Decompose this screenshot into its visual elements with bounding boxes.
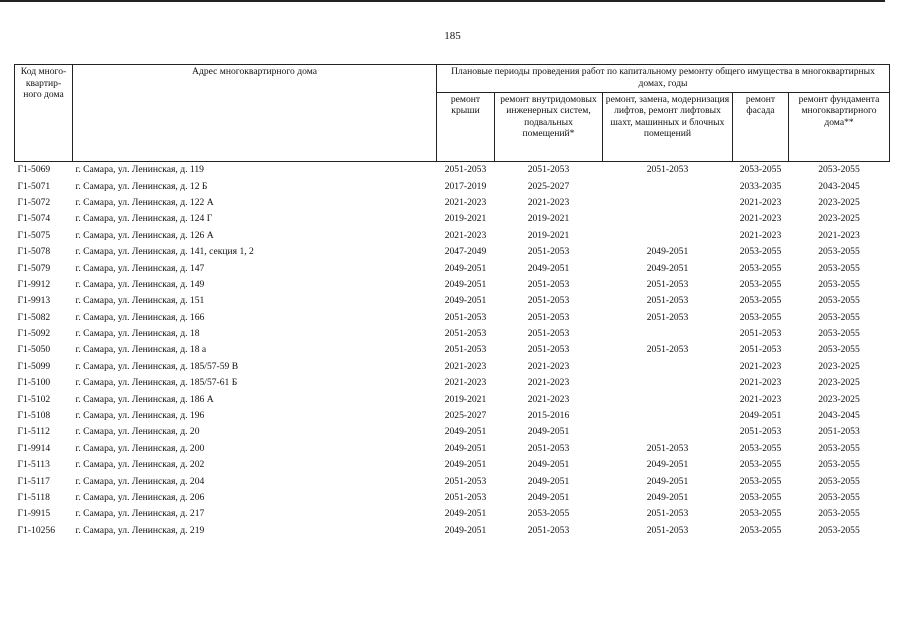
cell-foundation: 2053-2055 [818, 492, 860, 503]
cell-code: Г1-10256 [17, 524, 56, 536]
cell-roof: 2017-2019 [444, 180, 487, 192]
repair-schedule-table [14, 64, 890, 539]
cell-facade: 2051-2053 [739, 344, 782, 356]
cell-foundation: 2043-2045 [818, 180, 860, 192]
cell-address: г. Самара, ул. Ленинская, д. 200 [75, 442, 205, 454]
cell-code: Г1-5079 [17, 262, 51, 274]
cell-facade: 2021-2023 [739, 360, 782, 372]
cell-facade: 2053-2055 [739, 262, 782, 274]
header-elevators: ремонт, замена, модернизация лифтов, ремонт лифтовых шахт, машинных и блочных помещений [603, 92, 733, 161]
cell-foundation: 2023-2025 [818, 360, 860, 372]
header-roof: ремонт крыши [437, 92, 495, 161]
cell-systems: 2021-2023 [527, 360, 570, 372]
cell-systems: 2051-2053 [527, 246, 570, 258]
cell-foundation: 2021-2023 [818, 229, 860, 241]
cell-address: г. Самара, ул. Ленинская, д. 18 [75, 328, 200, 340]
cell-systems: 2051-2053 [527, 442, 570, 454]
cell-facade: 2051-2053 [739, 426, 782, 438]
cell-code: Г1-5074 [17, 213, 51, 225]
cell-code: Г1-5092 [17, 328, 51, 340]
cell-address: г. Самара, ул. Ленинская, д. 217 [75, 508, 205, 520]
cell-roof: 2049-2051 [444, 278, 487, 290]
cell-code: Г1-5117 [17, 475, 50, 487]
page-number: 185 [444, 30, 461, 42]
cell-code: Г1-9915 [17, 508, 51, 520]
table-body [15, 162, 890, 539]
cell-address: г. Самара, ул. Ленинская, д. 141, секция 1, 2 [75, 246, 254, 258]
cell-elevators [603, 391, 733, 407]
cell-foundation: 2023-2025 [818, 393, 860, 405]
cell-address: г. Самара, ул. Ленинская, д. 202 [75, 459, 205, 471]
cell-foundation: 2053-2055 [818, 328, 860, 340]
cell-address: г. Самара, ул. Ленинская, д. 219 [75, 524, 205, 536]
cell-elevators: 2049-2051 [646, 459, 689, 471]
cell-elevators: 2049-2051 [646, 492, 689, 503]
cell-systems: 2049-2051 [527, 426, 570, 438]
table-row [15, 408, 890, 424]
cell-code: Г1-5069 [17, 164, 51, 176]
cell-systems: 2021-2023 [527, 393, 570, 405]
cell-elevators [603, 178, 733, 194]
cell-facade: 2021-2023 [739, 393, 782, 405]
table-row [15, 293, 890, 309]
cell-elevators: 2049-2051 [646, 475, 689, 487]
cell-systems: 2053-2055 [527, 508, 570, 520]
cell-roof: 2051-2053 [444, 164, 487, 176]
cell-foundation: 2043-2045 [818, 410, 860, 422]
cell-address: г. Самара, ул. Ленинская, д. 126 А [75, 229, 214, 241]
cell-elevators [603, 228, 733, 244]
cell-foundation: 2053-2055 [818, 344, 860, 356]
cell-facade: 2053-2055 [739, 475, 782, 487]
cell-roof: 2021-2023 [444, 196, 487, 208]
header-code: Код много-квартир-ного дома [15, 65, 73, 162]
table-row [15, 457, 890, 473]
cell-code: Г1-5100 [17, 377, 51, 389]
cell-facade: 2053-2055 [739, 459, 782, 471]
header-row-top [15, 65, 890, 93]
table-row [15, 490, 890, 506]
cell-elevators [603, 424, 733, 440]
table-row [15, 211, 890, 227]
cell-address: г. Самара, ул. Ленинская, д. 185/57-59 В [75, 360, 239, 372]
table-row [15, 441, 890, 457]
cell-code: Г1-5071 [17, 180, 51, 192]
cell-roof: 2021-2023 [444, 229, 487, 241]
table-row [15, 310, 890, 326]
cell-facade: 2053-2055 [739, 311, 782, 323]
cell-address: г. Самара, ул. Ленинская, д. 149 [75, 278, 205, 290]
table-row [15, 195, 890, 211]
table-row [15, 391, 890, 407]
table-row [15, 359, 890, 375]
cell-address: г. Самара, ул. Ленинская, д. 204 [75, 475, 205, 487]
cell-code: Г1-5072 [17, 196, 51, 208]
cell-code: Г1-5075 [17, 229, 51, 241]
table-row [15, 473, 890, 489]
cell-systems: 2049-2051 [527, 492, 570, 503]
table-row [15, 277, 890, 293]
table-row [15, 506, 890, 522]
cell-address: г. Самара, ул. Ленинская, д. 18 а [75, 344, 207, 356]
table-row [15, 162, 890, 179]
table-row [15, 342, 890, 358]
cell-code: Г1-5112 [17, 426, 50, 438]
cell-facade: 2053-2055 [739, 295, 782, 307]
cell-foundation: 2053-2055 [818, 164, 860, 176]
cell-facade: 2053-2055 [739, 524, 782, 536]
cell-elevators: 2051-2053 [646, 344, 689, 356]
cell-foundation: 2053-2055 [818, 459, 860, 471]
cell-address: г. Самара, ул. Ленинская, д. 122 А [75, 196, 214, 208]
cell-roof: 2049-2051 [444, 295, 487, 307]
cell-code: Г1-9914 [17, 442, 51, 454]
cell-elevators [603, 211, 733, 227]
cell-roof: 2049-2051 [444, 508, 487, 520]
cell-code: Г1-5108 [17, 410, 51, 422]
cell-systems: 2049-2051 [527, 262, 570, 274]
cell-elevators: 2051-2053 [646, 442, 689, 454]
table-row [15, 178, 890, 194]
cell-code: Г1-5102 [17, 393, 51, 405]
cell-elevators: 2051-2053 [646, 295, 689, 307]
table-row [15, 244, 890, 260]
cell-foundation: 2053-2055 [818, 278, 860, 290]
cell-code: Г1-5113 [17, 459, 50, 471]
cell-facade: 2021-2023 [739, 196, 782, 208]
cell-code: Г1-5118 [17, 492, 50, 503]
cell-foundation: 2053-2055 [818, 262, 860, 274]
cell-facade: 2033-2035 [739, 180, 782, 192]
cell-code: Г1-9913 [17, 295, 51, 307]
cell-address: г. Самара, ул. Ленинская, д. 186 А [75, 393, 214, 405]
cell-foundation: 2053-2055 [818, 295, 860, 307]
cell-roof: 2049-2051 [444, 524, 487, 536]
cell-elevators: 2051-2053 [646, 278, 689, 290]
cell-systems: 2051-2053 [527, 295, 570, 307]
table-row [15, 260, 890, 276]
cell-elevators: 2051-2053 [646, 311, 689, 323]
cell-roof: 2049-2051 [444, 426, 487, 438]
table-row [15, 228, 890, 244]
cell-code: Г1-5078 [17, 246, 51, 258]
cell-roof: 2047-2049 [444, 246, 487, 258]
cell-address: г. Самара, ул. Ленинская, д. 185/57-61 Б [75, 377, 238, 389]
cell-systems: 2015-2016 [527, 410, 570, 422]
cell-systems: 2051-2053 [527, 344, 570, 356]
cell-roof: 2019-2021 [444, 393, 487, 405]
cell-facade: 2053-2055 [739, 278, 782, 290]
top-rule [0, 0, 885, 2]
cell-address: г. Самара, ул. Ленинская, д. 119 [75, 164, 204, 176]
cell-systems: 2051-2053 [527, 524, 570, 536]
cell-foundation: 2053-2055 [818, 508, 860, 520]
cell-facade: 2053-2055 [739, 246, 782, 258]
cell-facade: 2053-2055 [739, 442, 782, 454]
header-systems: ремонт внутридомовых инженерных систем, подвальных помещений* [495, 92, 603, 161]
cell-elevators: 2051-2053 [646, 164, 689, 176]
cell-roof: 2051-2053 [444, 328, 487, 340]
cell-address: г. Самара, ул. Ленинская, д. 151 [75, 295, 205, 307]
cell-code: Г1-5050 [17, 344, 51, 356]
cell-roof: 2051-2053 [444, 475, 487, 487]
cell-elevators [603, 408, 733, 424]
cell-facade: 2053-2055 [739, 164, 782, 176]
cell-facade: 2053-2055 [739, 508, 782, 520]
cell-facade: 2053-2055 [739, 492, 782, 503]
cell-systems: 2025-2027 [527, 180, 570, 192]
cell-systems: 2019-2021 [527, 229, 570, 241]
cell-address: г. Самара, ул. Ленинская, д. 147 [75, 262, 205, 274]
cell-roof: 2021-2023 [444, 360, 487, 372]
cell-elevators: 2051-2053 [646, 508, 689, 520]
cell-elevators: 2049-2051 [646, 262, 689, 274]
cell-elevators [603, 359, 733, 375]
cell-systems: 2021-2023 [527, 377, 570, 389]
cell-roof: 2049-2051 [444, 262, 487, 274]
cell-foundation: 2053-2055 [818, 442, 860, 454]
cell-roof: 2049-2051 [444, 442, 487, 454]
cell-systems: 2051-2053 [527, 164, 570, 176]
cell-address: г. Самара, ул. Ленинская, д. 196 [75, 410, 205, 422]
cell-code: Г1-9912 [17, 278, 51, 290]
cell-roof: 2051-2053 [444, 344, 487, 356]
cell-elevators: 2051-2053 [646, 524, 689, 536]
cell-roof: 2025-2027 [444, 410, 487, 422]
cell-elevators: 2049-2051 [646, 246, 689, 258]
header-foundation: ремонт фундамента многоквартирного дома** [789, 92, 890, 161]
cell-foundation: 2053-2055 [818, 475, 860, 487]
cell-elevators [603, 375, 733, 391]
cell-systems: 2021-2023 [527, 196, 570, 208]
table-row [15, 523, 890, 539]
cell-facade: 2051-2053 [739, 328, 782, 340]
cell-foundation: 2053-2055 [818, 246, 860, 258]
cell-foundation: 2023-2025 [818, 213, 860, 225]
cell-systems: 2051-2053 [527, 278, 570, 290]
cell-elevators [603, 195, 733, 211]
cell-facade: 2049-2051 [739, 410, 782, 422]
cell-roof: 2051-2053 [444, 311, 487, 323]
cell-address: г. Самара, ул. Ленинская, д. 20 [75, 426, 200, 438]
cell-elevators [603, 326, 733, 342]
cell-facade: 2021-2023 [739, 213, 782, 225]
table-row [15, 424, 890, 440]
cell-code: Г1-5099 [17, 360, 51, 372]
cell-address: г. Самара, ул. Ленинская, д. 12 Б [75, 180, 208, 192]
cell-facade: 2021-2023 [739, 377, 782, 389]
cell-foundation: 2053-2055 [818, 311, 860, 323]
cell-systems: 2051-2053 [527, 328, 570, 340]
table-row [15, 326, 890, 342]
cell-systems: 2049-2051 [527, 475, 570, 487]
cell-roof: 2019-2021 [444, 213, 487, 225]
cell-systems: 2019-2021 [527, 213, 570, 225]
cell-foundation: 2023-2025 [818, 377, 860, 389]
cell-foundation: 2023-2025 [818, 196, 860, 208]
header-facade: ремонт фасада [733, 92, 789, 161]
cell-code: Г1-5082 [17, 311, 51, 323]
cell-facade: 2021-2023 [739, 229, 782, 241]
cell-roof: 2021-2023 [444, 377, 487, 389]
cell-roof: 2051-2053 [444, 492, 487, 503]
cell-address: г. Самара, ул. Ленинская, д. 166 [75, 311, 205, 323]
cell-systems: 2051-2053 [527, 311, 570, 323]
cell-address: г. Самара, ул. Ленинская, д. 206 [75, 492, 205, 503]
header-periods: Плановые периоды проведения работ по капитальному ремонту общего имущества в многоквартирных домах, годы [437, 65, 890, 93]
cell-systems: 2049-2051 [527, 459, 570, 471]
cell-foundation: 2051-2053 [818, 426, 860, 438]
table-row [15, 375, 890, 391]
header-address: Адрес многоквартирного дома [73, 65, 437, 162]
cell-foundation: 2053-2055 [818, 524, 860, 536]
cell-roof: 2049-2051 [444, 459, 487, 471]
cell-address: г. Самара, ул. Ленинская, д. 124 Г [75, 213, 213, 225]
